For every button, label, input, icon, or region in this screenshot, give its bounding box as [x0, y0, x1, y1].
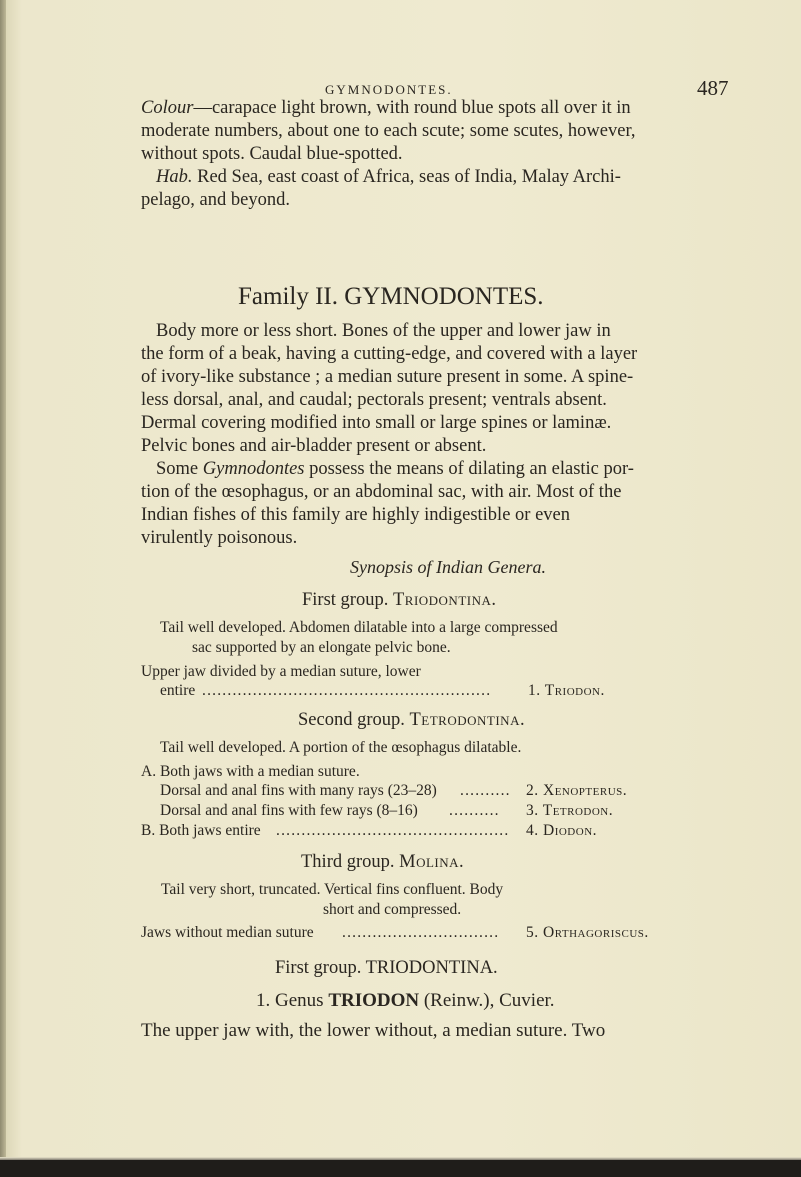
genus-text: The upper jaw with, the lower without, a median suture. Two	[141, 1020, 606, 1041]
page-number: 487	[697, 76, 729, 100]
gymnodontes-italic: Gymnodontes	[202, 459, 305, 479]
leader-dots: ...............................	[342, 924, 500, 941]
family-para1-line: Pelvic bones and air-bladder present or absent.	[141, 436, 487, 456]
section-group-heading: First group. TRIODONTINA.	[275, 958, 498, 978]
family-para2-line: Indian fishes of this family are highly indigestible or even	[141, 505, 570, 525]
family-para2-line: Some Gymnodontes possess the means of dilating an elastic por-	[156, 459, 634, 479]
colour-text-1: —carapace light brown, with round blue spots all over it in	[193, 98, 631, 118]
group2-key-a1: Dorsal and anal fins with many rays (23–28)	[160, 782, 437, 799]
hab-text-1: Red Sea, east coast of Africa, seas of India, Malay Archi-	[192, 167, 621, 187]
group1-heading: First group. Triodontina.	[302, 590, 497, 610]
colour-label: Colour	[141, 98, 194, 118]
family-para1-line: less dorsal, anal, and caudal; pectorals present; ventrals absent.	[141, 390, 607, 410]
family-para2-line: tion of the œsophagus, or an abdominal sac, with air. Most of the	[141, 482, 622, 502]
colour-line-1	[141, 97, 631, 120]
family-para1-line: Dermal covering modified into small or large spines or laminæ.	[141, 413, 612, 433]
synopsis-heading: Synopsis of Indian Genera.	[350, 557, 546, 577]
family-heading: Family II. GYMNODONTES.	[238, 283, 544, 310]
hab-line-1	[156, 166, 621, 189]
group2-key-a2: Dorsal and anal fins with few rays (8–16)	[160, 802, 418, 819]
group2-key-a: A. Both jaws with a median suture.	[141, 763, 360, 780]
family-para1-line: Body more or less short. Bones of the upper and lower jaw in	[156, 321, 611, 341]
colour-line-2: moderate numbers, about one to each scute; some scutes, however,	[141, 121, 636, 141]
group2-result-tetrodon: 3. Tetrodon.	[526, 802, 614, 819]
hab-label: Hab.	[156, 167, 193, 187]
group2-heading: Second group. Tetrodontina.	[298, 710, 526, 730]
page-bottom-band	[0, 1160, 801, 1177]
group1-key-2: entire	[160, 682, 196, 699]
group2-key-b: B. Both jaws entire	[141, 822, 261, 839]
group3-desc-2: short and compressed.	[323, 901, 462, 918]
leader-dots: ..........	[460, 782, 511, 799]
page-binding-shadow	[0, 0, 6, 1177]
group1-desc-2: sac supported by an elongate pelvic bone.	[192, 639, 451, 656]
group3-heading: Third group. Molina.	[301, 852, 465, 872]
family-para2-line: virulently poisonous.	[141, 528, 298, 548]
family-para1-line: of ivory-like substance ; a median suture present in some. A spine-	[141, 367, 634, 387]
genus-heading: 1. Genus TRIODON (Reinw.), Cuvier.	[256, 990, 555, 1011]
group1-key-1: Upper jaw divided by a median suture, lower	[141, 663, 421, 680]
group2-result-diodon: 4. Diodon.	[526, 822, 598, 839]
leader-dots: ..........	[449, 802, 500, 819]
leader-dots: .........................................................	[202, 682, 492, 699]
group1-result-triodon: 1. Triodon.	[528, 682, 605, 699]
group2-result-xenopterus: 2. Xenopterus.	[526, 782, 628, 799]
group3-key: Jaws without median suture	[141, 924, 314, 941]
hab-line-2: pelago, and beyond.	[141, 190, 290, 210]
group1-desc-1: Tail well developed. Abdomen dilatable into a large compressed	[160, 619, 558, 636]
group3-desc-1: Tail very short, truncated. Vertical fins confluent. Body	[161, 881, 504, 898]
colour-line-3: without spots. Caudal blue-spotted.	[141, 144, 403, 164]
group2-desc: Tail well developed. A portion of the œsophagus dilatable.	[160, 739, 522, 756]
group3-result-orthagoriscus: 5. Orthagoriscus.	[526, 924, 649, 941]
family-para1-line: the form of a beak, having a cutting-edge, and covered with a layer	[141, 344, 638, 364]
leader-dots: ..............................................	[276, 822, 510, 839]
running-head: GYMNODONTES.	[325, 82, 453, 97]
